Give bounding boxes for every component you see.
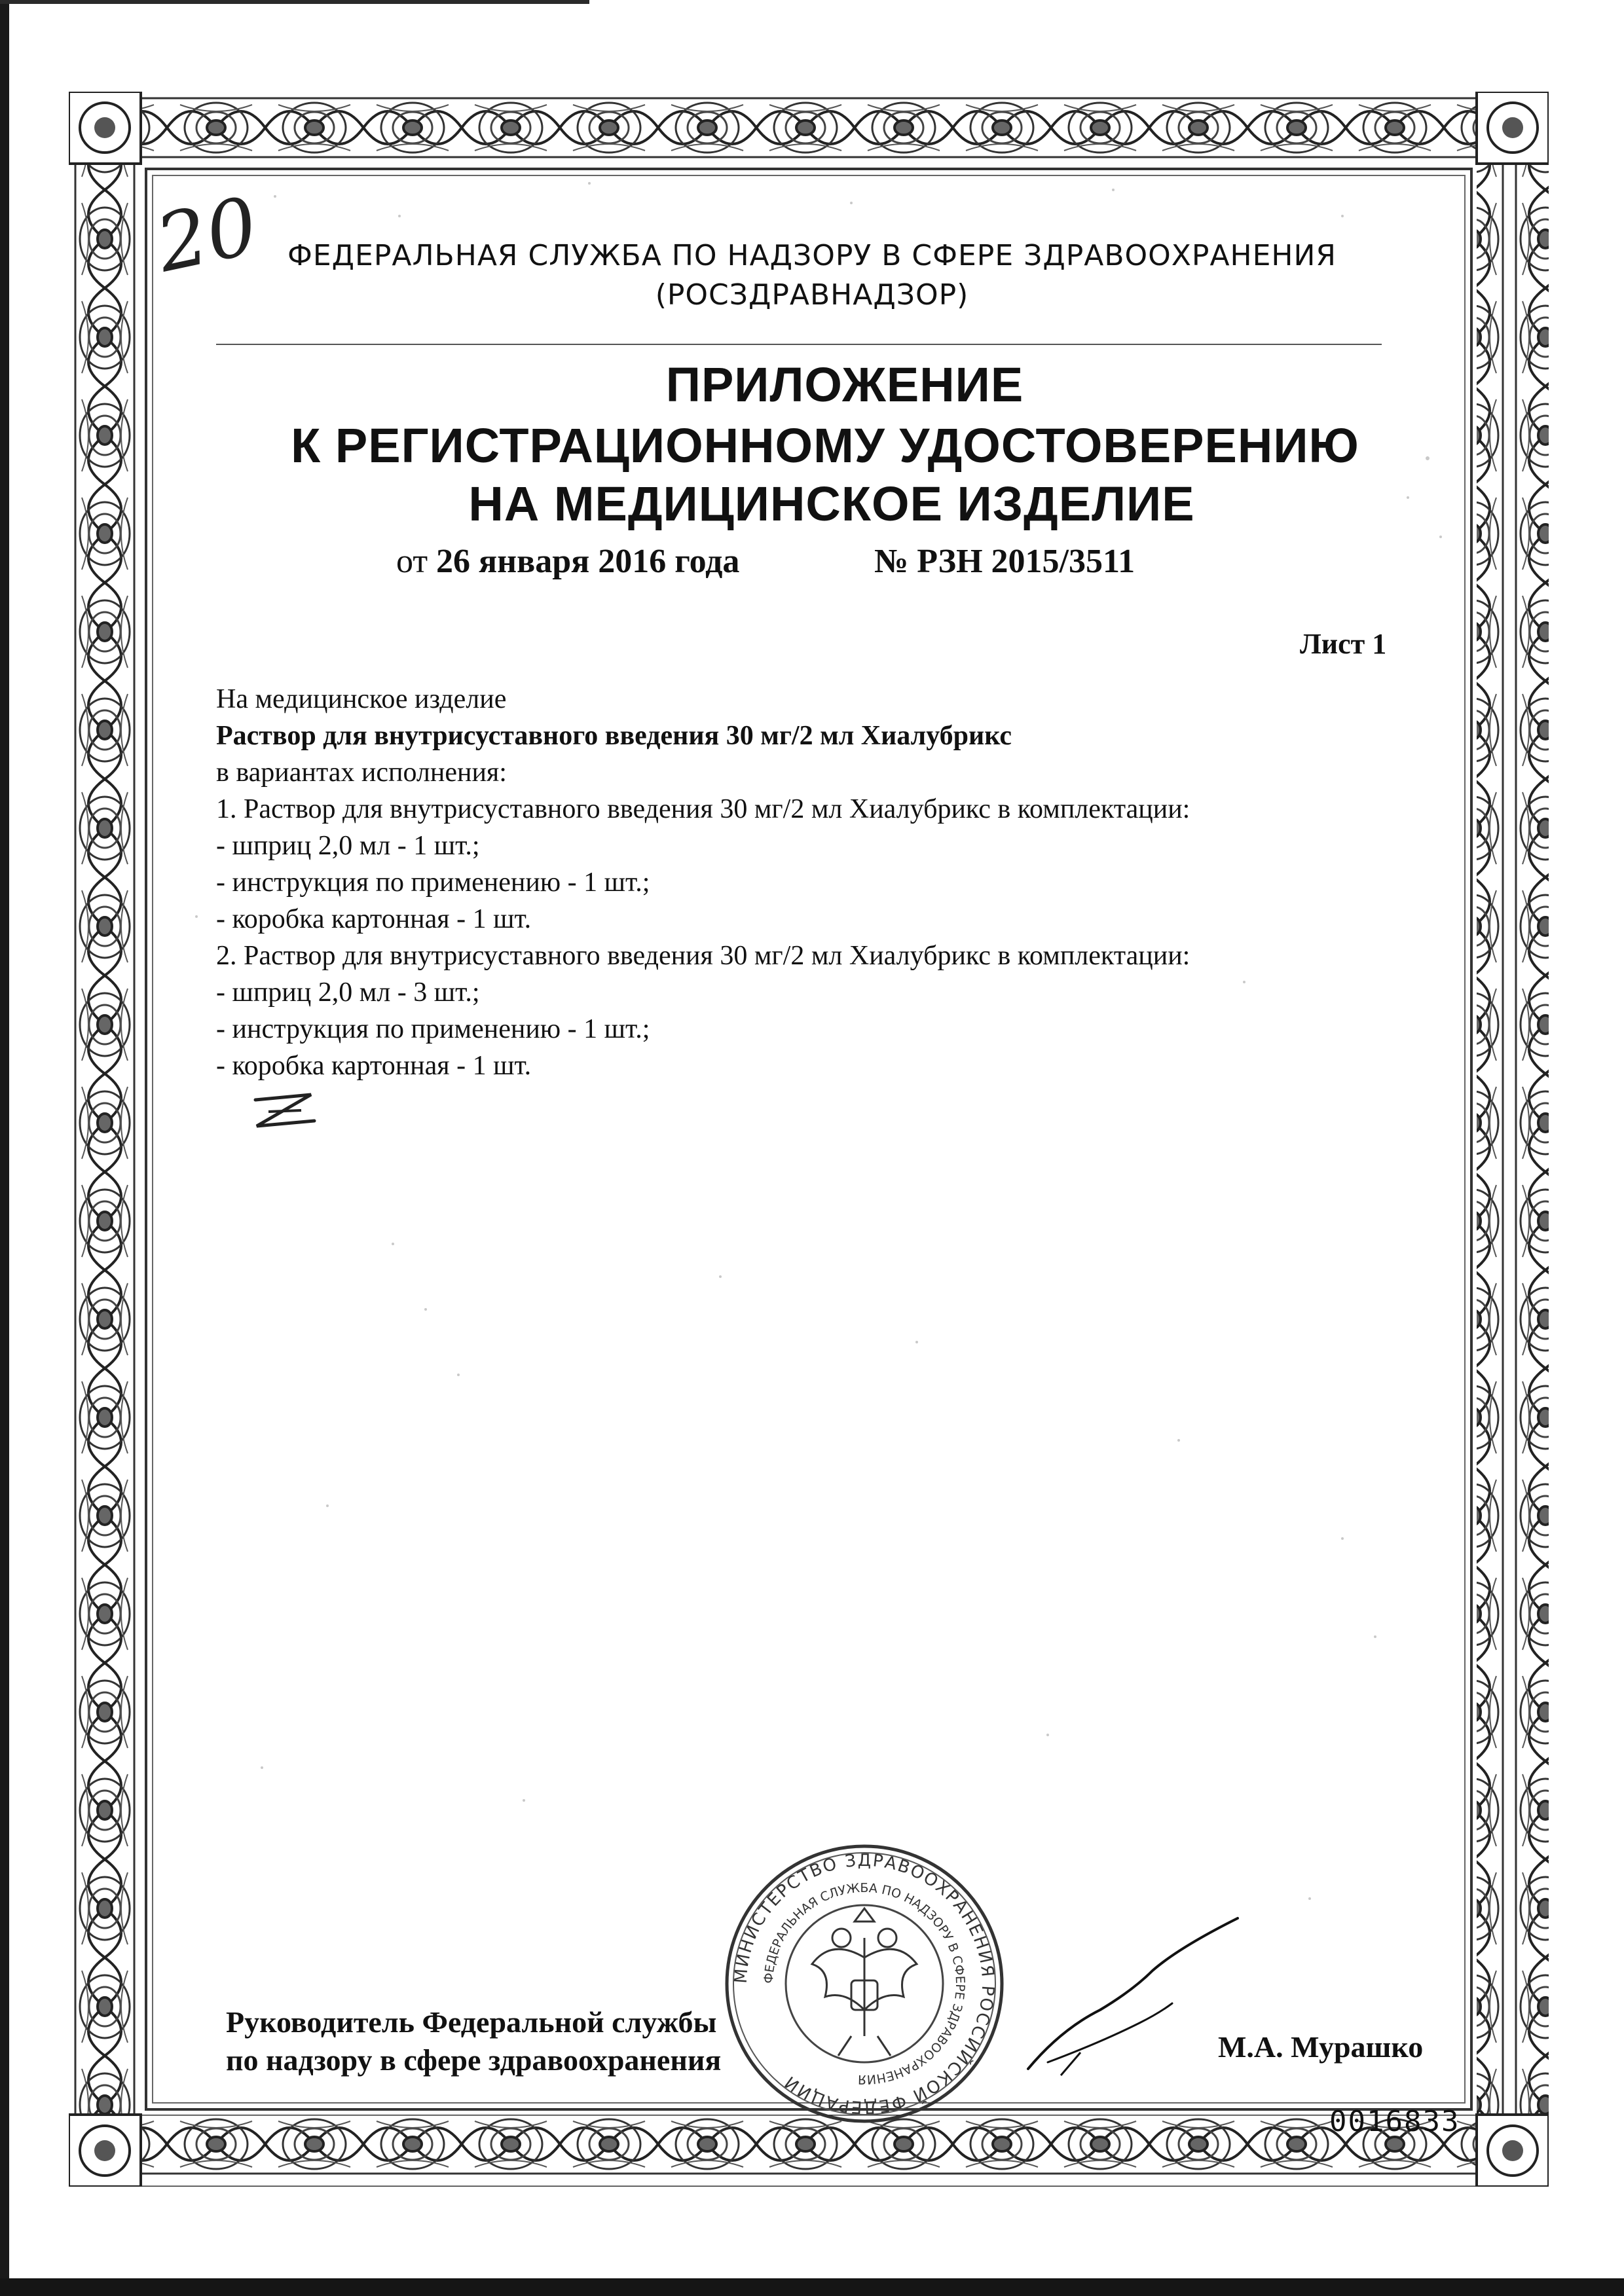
agency-abbreviation: (РОСЗДРАВНАДЗОР) [655,278,969,312]
agency-name: ФЕДЕРАЛЬНАЯ СЛУЖБА ПО НАДЗОРУ В СФЕРЕ ЗДРАВООХРАНЕНИЯ [287,239,1337,272]
dateline [396,542,1135,581]
seal-outer-text: МИНИСТЕРСТВО ЗДРАВООХРАНЕНИЯ РОССИЙСКОЙ ФЕДЕРАЦИИ [731,1850,998,2117]
signatory-title [226,2003,721,2079]
product-name: Раствор для внутрисуставного введения 30 мг/2 мл Хиалубрикс [216,721,1012,751]
registration-number-group [874,542,1135,581]
document-subtitle-1: К РЕГИСТРАЦИОННОМУ УДОСТОВЕРЕНИЮ [291,418,1359,473]
scan-edge-bottom [0,2278,1624,2296]
handwritten-closing-mark [249,1087,321,1133]
list-item: - коробка картонная - 1 шт. [216,1051,532,1081]
date-prefix: от [396,543,428,580]
scan-edge-top [0,0,589,4]
number-label: № [874,543,909,580]
signatory-title-line2: по надзору в сфере здравоохранения [226,2043,722,2077]
serial-number: 0016833 [1329,2105,1460,2138]
official-seal [720,1840,1008,2128]
list-item: - коробка картонная - 1 шт. [216,904,532,934]
seal-inner-text: ФЕДЕРАЛЬНАЯ СЛУЖБА ПО НАДЗОРУ В СФЕРЕ ЗДРАВООХРАНЕНИЯ [761,1880,968,2087]
list-item: - шприц 2,0 мл - 1 шт.; [216,831,480,861]
list-item: - шприц 2,0 мл - 3 шт.; [216,977,480,1008]
signer-name: М.А. Мурашко [1218,2030,1424,2064]
list-item: - инструкция по применению - 1 шт.; [216,867,650,898]
scan-edge-left [0,0,9,2296]
issue-date: 26 января 2016 года [436,543,740,580]
variant-heading: 1. Раствор для внутрисуставного введения 30 мг/2 мл Хиалубрикс в комплектации: [216,794,1190,824]
document-subtitle-2: НА МЕДИЦИНСКОЕ ИЗДЕЛИЕ [468,477,1195,531]
variants-intro: в вариантах исполнения: [216,757,507,788]
variant-heading: 2. Раствор для внутрисуставного введения 30 мг/2 мл Хиалубрикс в комплектации: [216,941,1190,971]
body-intro: На медицинское изделие [216,684,507,714]
list-item: - инструкция по применению - 1 шт.; [216,1014,650,1044]
eagle-emblem-icon [812,1908,917,2056]
signatory-title-line1: Руководитель Федеральной службы [226,2005,717,2039]
sheet-number: Лист 1 [1300,628,1387,660]
document-body [216,681,1190,1084]
handwritten-page-mark: 20 [149,180,266,291]
document-title: ПРИЛОЖЕНИЕ [665,357,1024,412]
registration-number: РЗН 2015/3511 [917,543,1135,580]
header-divider [216,344,1382,345]
